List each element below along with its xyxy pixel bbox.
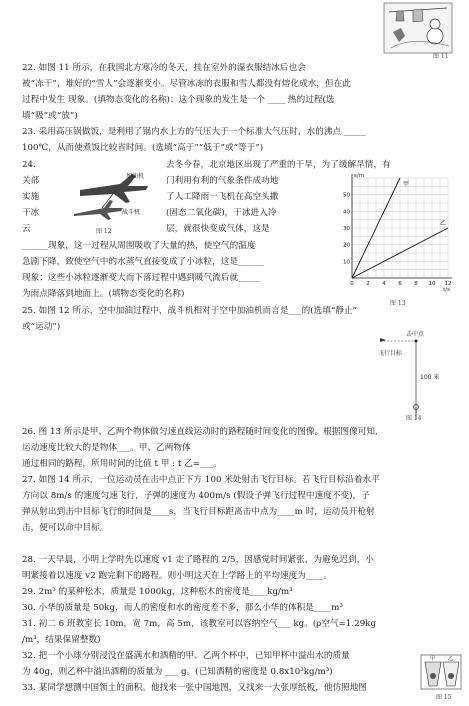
x-tick-label: 8 <box>414 281 418 287</box>
text-line: 实施 <box>22 192 40 202</box>
y-tick-label: 30 <box>343 226 350 232</box>
y-tick-label: 50 <box>343 192 350 199</box>
figure-13 <box>336 170 456 310</box>
text-line: 28. 一天早晨，小明上学时先以速度 v1 走了路程的 2/5，因感觉时间紧张，为避免迟到，小 <box>22 555 374 565</box>
figure-11 <box>383 2 453 58</box>
text-line: 通过相同的路程，所用时间的比值 t 甲 : t 乙=___。 <box>22 459 222 469</box>
figure-15-cup-a-label: 甲 <box>430 656 436 662</box>
text-line: 了人工降雨一飞机在高空头撒 <box>166 192 279 202</box>
text-line: 或“运动”) <box>22 322 61 332</box>
x-tick-label: 12 <box>444 281 452 287</box>
text-line: 方向以 8m/s 的速度匀速飞行，子弹的速度为 400m/s (假设子弹飞行过程中速度不变)，子 <box>22 491 370 501</box>
text-line: 被“冻干”，堆好的“雪人”会逐渐变小。尽管冰冻的衣服和雪人都没有熔化成水，但在此 <box>22 79 351 89</box>
text-line: 30. 小华的质量是 50kg，而人的密度和水的密度差不多，那么小华的体积是____m³ <box>22 603 343 613</box>
text-line: 27. 如图 14 所示，一位运动员在击中点正下方 100 米处射击飞行目标。若飞行目标沿着水平 <box>22 475 380 485</box>
x-tick-label: 2 <box>366 281 370 287</box>
y-axis-label: s/m <box>354 173 365 179</box>
text-line: 运动速度比较大的是物体___。甲、乙两物体 <box>22 443 191 453</box>
figure-11-drawing <box>383 2 453 58</box>
text-line: 关部 <box>22 176 40 186</box>
figure-15-cup-b-label: 乙 <box>448 656 454 662</box>
figure-14-caption: 图 14 <box>406 415 422 422</box>
x-tick-label: 4 <box>382 281 386 287</box>
text-line: 25. 如图 12 所示，空中加油过程中，战斗机相对于空中加油机而言是___的(选填“静止” <box>22 306 358 316</box>
figure-14-hit-point-label: 击中点 <box>406 331 425 338</box>
text-line: 击，便可以命中目标。 <box>22 523 109 533</box>
text-line: (固态二氧化碳)，干冰进入冷 <box>166 208 277 218</box>
text-line: 100℃，从而使煮饭比较省时间。(选填“高于”“低于”或“等于”) <box>22 143 264 153</box>
text-line: ______现象，这一过程从周围吸收了大量的热，使空气的温度 <box>22 241 256 251</box>
text-line: 为雨点降落到地面上。(填物态变化的名称) <box>22 289 185 299</box>
text-line: 填“吸”或“放”) <box>22 111 78 121</box>
text-line: 22. 如图 11 所示，在我国北方寒冷的冬天，挂在室外的湿衣服结冰后也会 <box>22 63 306 73</box>
x-tick-label: 6 <box>398 281 402 287</box>
text-line: 急剧下降，致使空气中的水蒸气直接变成了小冰粒，这是______ <box>22 257 265 267</box>
text-line: 层，就很快变成气体，这是 <box>166 224 270 234</box>
figure-13-caption: 图 13 <box>390 300 406 307</box>
figure-12-fighter-label: 战斗机 <box>122 209 141 216</box>
text-line: 过程中发生 现象。(填物态变化的名称)；这个现象的发生是一个 ____ 热的过程(选 <box>22 95 335 105</box>
figure-14 <box>376 327 458 427</box>
text-line: 现象；这些小冰粒逐渐变大而下落过程中遇到暖气流后就_____ <box>22 273 260 283</box>
figure-15-caption: 图 15 <box>436 694 452 701</box>
figure-14-target-icon <box>380 338 386 342</box>
text-line: 23. 采用高压锅做饭，是利用了锅内水上方的气压大于一个标准大气压时，水的沸点 _____ <box>22 127 366 137</box>
y-tick-label: 20 <box>343 242 350 249</box>
text-line: 29. 2m³ 的某种松木，质量是 1000kg，这种松木的密度是____kg/m³ <box>22 587 293 597</box>
text-line: 干冰 <box>22 208 40 218</box>
text-line: 为 40g，则乙杯中溢出酒精的质量为 ___ g。(已知酒精的密度是 0.8x10³kg/m³) <box>22 667 333 677</box>
text-line: 26. 图 13 所示是甲、乙两个物体做匀速直线运动时的路程随时间变化的图像。根据图像可知, <box>22 427 378 437</box>
x-tick-label: 10 <box>428 281 436 287</box>
y-tick-label: 10 <box>343 259 350 266</box>
text-line: 33. 某同学想测中国领土的面积。他找来一张中国地图，又找来一大张厚纸板，他仿照地图 <box>22 683 368 693</box>
figure-14-drawing <box>376 327 458 427</box>
figure-12 <box>60 164 160 238</box>
figure-13-chart <box>336 170 456 296</box>
series-label: 甲 <box>403 181 410 188</box>
figure-15 <box>420 654 462 700</box>
text-line: 去冬今春，北京地区出现了严重的干旱，为了缓解旱情，有 <box>166 160 391 170</box>
text-line: 门利用有利的气象条件成功地 <box>166 176 279 186</box>
figure-14-target-label: 飞行目标 <box>378 350 403 357</box>
figure-14-distance-label: 100 米 <box>420 374 440 381</box>
series-label: 乙 <box>439 220 446 227</box>
text-line: 31. 初二 6 班教室长 10m，宽 7m，高 5m，该教室可以容纳空气___ kg。(ρ空气=1.29kg <box>22 619 377 629</box>
figure-15-drawing <box>420 654 462 692</box>
figure-12-caption: 图 12 <box>96 228 112 235</box>
text-line: 弹从射出到击中目标飞行的时间是____s，当飞行目标距离击中点为____m 时，运动员开枪射 <box>22 507 375 517</box>
figure-12-tanker-label: 加油机 <box>126 173 145 180</box>
x-axis-label: t/s <box>443 287 450 293</box>
text-line: 32. 把一个小球分别浸没在盛满水和酒精的甲、乙两个杯中，已知甲杯中溢出水的质量 <box>22 651 350 661</box>
y-tick-label: 40 <box>343 209 350 216</box>
text-line: 24. <box>22 160 36 170</box>
text-line: 明紧接着以速度 v2 跑完剩下的路程。则小明这天在上学路上的平均速度为____。 <box>22 571 332 581</box>
text-line: 云 <box>22 224 31 234</box>
text-line: /m³，结果保留整数) <box>22 635 101 645</box>
x-tick-label: 0 <box>350 281 354 287</box>
figure-11-caption: 图 11 <box>433 53 449 60</box>
